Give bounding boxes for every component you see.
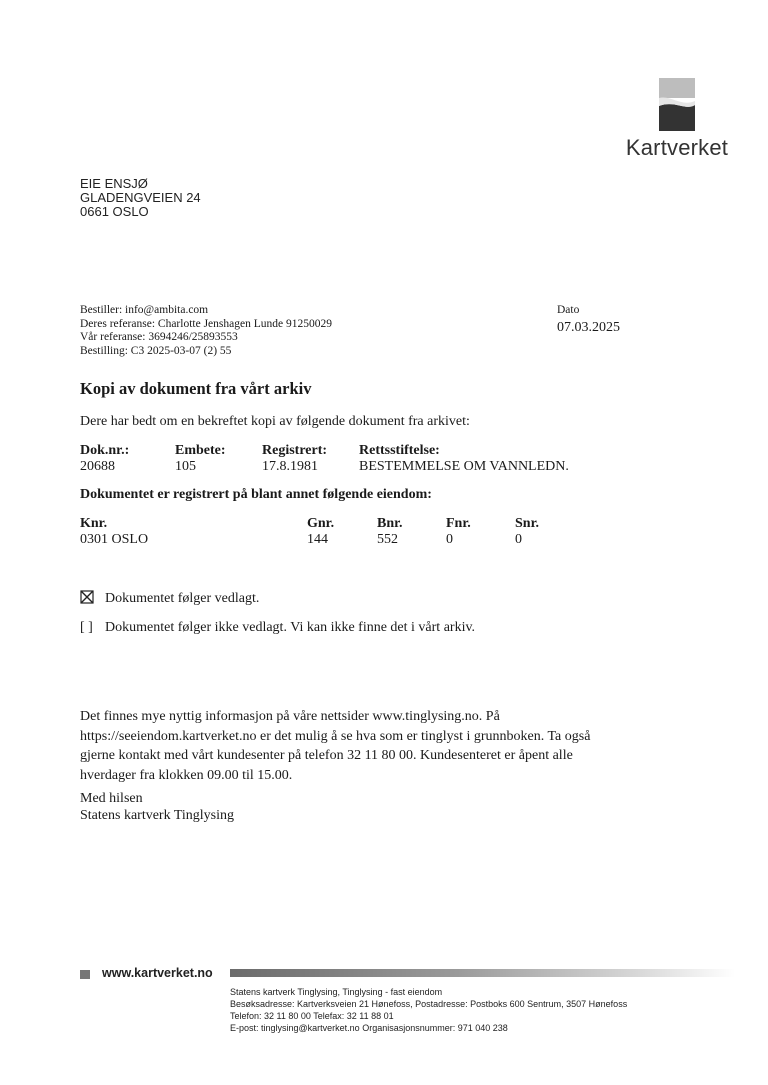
closing-greeting: Med hilsen [80,791,143,806]
prop-col-snr [515,516,539,548]
check-row-attached [80,590,259,607]
var-referanse: Vår referanse: 3694246/25893553 [80,331,238,343]
doc-header-registrert: Registrert: [262,443,328,458]
footer-info [230,986,627,1034]
check-text-attached: Dokumentet følger vedlagt. [105,591,260,606]
prop-col-fnr [446,516,471,548]
closing-sender: Statens kartverk Tinglysing [80,807,235,823]
doc-header-rettsstiftelse: Rettsstiftelse: [359,443,440,458]
prop-header-gnr: Gnr. [307,516,335,531]
date-block [557,304,620,336]
footer-url: www.kartverket.no [102,966,213,980]
info-line-4: hverdager fra klokken 09.00 til 15.00. [80,767,293,783]
doc-col-rettsstiftelse [359,443,569,475]
prop-header-snr: Snr. [515,516,540,531]
prop-header-bnr: Bnr. [377,516,403,531]
doc-value-embete: 105 [175,459,196,474]
doc-col-embete [175,443,226,475]
kartverket-logo-icon [657,78,697,132]
prop-header-knr: Knr. [80,516,108,531]
prop-col-gnr [307,516,334,548]
order-meta [80,304,332,358]
prop-header-fnr: Fnr. [446,516,471,531]
doc-col-registrert [262,443,327,475]
date-value: 07.03.2025 [557,319,620,335]
checked-box-icon [80,590,94,604]
prop-col-knr [80,516,148,548]
info-line-3: gjerne kontakt med vårt kundesenter på telefon 32 11 80 00. Kundesenteret er åpent alle [80,748,573,763]
empty-checkbox-icon: [ ] [80,620,93,635]
logo-text: Kartverket [625,135,729,160]
check-text-not-attached: Dokumentet følger ikke vedlagt. Vi kan ikke finne det i vårt arkiv. [105,620,476,635]
prop-value-snr: 0 [515,532,522,547]
recipient-postal: 0661 OSLO [80,204,149,219]
bestilling: Bestilling: C3 2025-03-07 (2) 55 [80,344,232,357]
prop-value-knr: 0301 OSLO [80,532,149,547]
prop-value-bnr: 552 [377,532,398,547]
recipient-name: EIE ENSJØ [80,176,148,191]
recipient-street: GLADENGVEIEN 24 [80,190,201,205]
footer-gradient-bar [230,969,735,977]
prop-col-bnr [377,516,403,548]
footer-square-icon [80,970,90,979]
footer-line-3: Telefon: 32 11 80 00 Telefax: 32 11 88 01 [230,1011,394,1021]
footer-line-1: Statens kartverk Tinglysing, Tinglysing - fast eiendom [230,987,443,997]
doc-value-rettsstiftelse: BESTEMMELSE OM VANNLEDN. [359,459,569,474]
recipient-address [80,177,201,219]
info-line-1: Det finnes mye nyttig informasjon på våre nettsider www.tinglysing.no. På [80,709,500,724]
doc-header-embete: Embete: [175,443,226,458]
prop-value-gnr: 144 [307,532,328,547]
footer-line-4: E-post: tinglysing@kartverket.no Organisasjonsnummer: 971 040 238 [230,1023,508,1033]
info-line-2: https://seeiendom.kartverket.no er det mulig å se hva som er tinglyst i grunnboken. Ta også [80,728,591,744]
doc-value-doknr: 20688 [80,459,115,474]
closing [80,791,234,824]
doc-value-registrert: 17.8.1981 [262,459,318,474]
deres-referanse: Deres referanse: Charlotte Jenshagen Lunde 91250029 [80,317,332,330]
doc-header-doknr: Dok.nr.: [80,443,130,458]
page-title: Kopi av dokument fra vårt arkiv [80,379,312,398]
footer-line-2: Besøksadresse: Kartverksveien 21 Hønefoss, Postadresse: Postboks 600 Sentrum, 3507 Hønefoss [230,999,628,1009]
prop-value-fnr: 0 [446,532,453,547]
date-label: Dato [557,304,580,316]
bestiller: Bestiller: info@ambita.com [80,304,209,316]
check-row-not-attached [80,620,475,636]
property-heading: Dokumentet er registrert på blant annet følgende eiendom: [80,487,432,502]
doc-col-doknr [80,443,129,475]
intro-text: Dere har bedt om en bekreftet kopi av følgende dokument fra arkivet: [80,414,470,429]
info-paragraph [80,707,640,785]
kartverket-logo [622,78,732,161]
